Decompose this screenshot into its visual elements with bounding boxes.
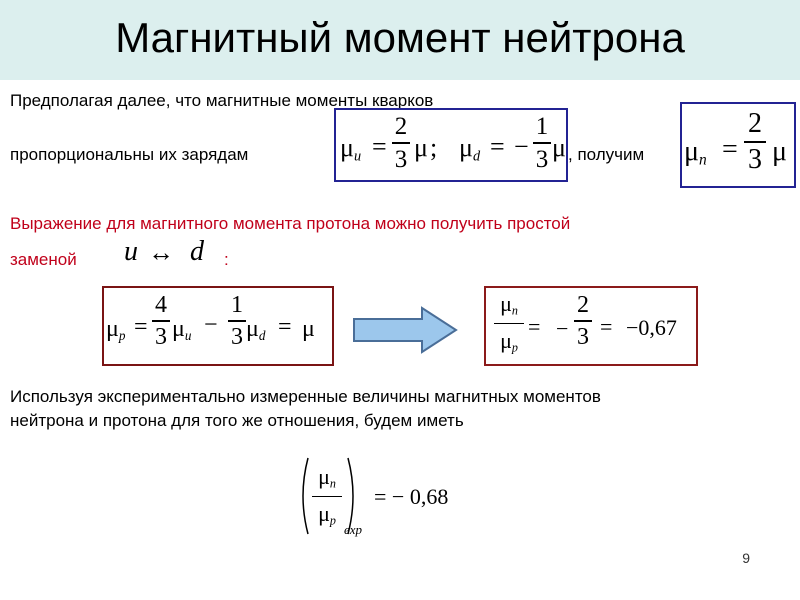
minus-sign: − <box>204 312 218 338</box>
red-text-line-1: Выражение для магнитного момента протона можно получить простой <box>10 214 571 233</box>
text-line-2: пропорциональны их зарядам <box>10 145 249 164</box>
semicolon: ; <box>430 133 438 162</box>
exp-ratio-mu-n-over-mu-p: $\mu_n$ $\mu_p$ <box>312 466 342 527</box>
right-arrow-icon <box>352 306 458 354</box>
equals-sign: = <box>372 132 387 161</box>
red-colon: : <box>224 250 229 269</box>
fraction-two-thirds: 2 3 <box>574 293 592 349</box>
equals-sign: = <box>134 314 148 340</box>
ratio-value: −0,67 <box>626 315 677 340</box>
mu-symbol: μ <box>772 136 788 167</box>
equals-sign: = <box>600 314 613 339</box>
text-line-4: нейтрона и протона для того же отношения, будем иметь <box>10 411 464 430</box>
mu-u-symbol: $\mu_u$ <box>172 316 192 343</box>
swap-d: d <box>190 236 204 267</box>
equals-sign: = <box>278 314 292 340</box>
fraction-four-thirds: 4 3 <box>152 293 170 349</box>
fraction-two-thirds: 2 3 <box>392 114 410 172</box>
fraction-one-third: 1 3 <box>533 114 551 172</box>
equals-sign: = <box>528 314 541 339</box>
swap-u: u <box>124 236 138 267</box>
exp-subscript: exp <box>344 522 363 537</box>
equals-sign: = <box>722 134 738 165</box>
mu-symbol: μ <box>552 133 566 162</box>
exp-value: = − 0,68 <box>374 484 449 509</box>
minus-sign: − <box>514 132 529 161</box>
mu-symbol: μ <box>414 133 428 162</box>
mu-u-symbol: $\mu_u$ <box>340 133 362 165</box>
ratio-mu-n-over-mu-p: $\mu_n$ $\mu_p$ <box>494 293 524 354</box>
mu-d-symbol: $\mu_d$ <box>459 133 481 165</box>
fraction-two-thirds: 2 3 <box>744 110 766 174</box>
page-title: Магнитный момент нейтрона <box>115 14 685 61</box>
page-number: 9 <box>742 550 750 566</box>
red-text-line-2: заменой <box>10 250 77 269</box>
equals-sign: = <box>490 132 505 161</box>
mu-symbol: μ <box>302 316 315 342</box>
mu-n-symbol: $\mu_n$ <box>684 136 707 169</box>
text-line-2-after: , получим <box>568 145 645 164</box>
mu-d-symbol: $\mu_d$ <box>246 316 266 343</box>
minus-sign: − <box>556 316 569 341</box>
mu-p-symbol: $\mu_p$ <box>106 316 126 343</box>
text-line-3: Используя экспериментально измеренные величины магнитных моментов <box>10 387 601 406</box>
text-line-1: Предполагая далее, что магнитные моменты кварков <box>10 91 434 110</box>
swap-arrow-icon: ↔ <box>148 238 174 267</box>
fraction-one-third: 1 3 <box>228 293 246 349</box>
